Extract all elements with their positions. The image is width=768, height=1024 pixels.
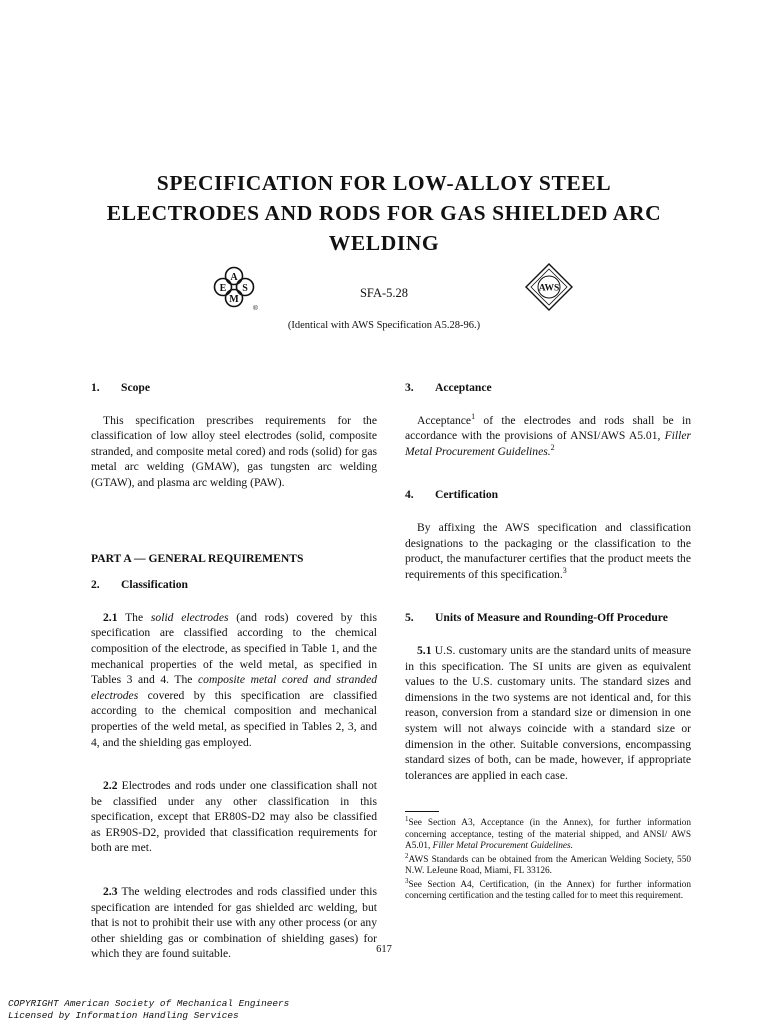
copyright-line: Licensed by Information Handling Services [8, 1010, 239, 1021]
paragraph-text: Acceptance [417, 413, 472, 427]
footnote [405, 815, 691, 853]
footnote-divider [405, 811, 439, 812]
footnote-emphasis: Filler Metal Procurement Guidelines. [432, 841, 573, 852]
section-title: Scope [121, 381, 150, 394]
section-number: 1. [91, 381, 100, 394]
right-column [405, 380, 691, 905]
section-heading [405, 610, 691, 626]
scope-paragraph: This specification prescribes requirements for the classification of low alloy steel electrodes (solid, composite stranded, and composite metal cored) and rods (solid) for gas metal arc welding (GMAW), gas tungsten arc welding (GTAW), and plasma arc welding (PAW). [91, 413, 377, 489]
asme-letter: M [229, 294, 239, 305]
section-number: 2. [91, 578, 100, 592]
paragraph-emphasis: composite metal cored and stranded electrodes [91, 673, 378, 702]
footnote-text: See Section A3, Acceptance (in the Annex), for further information concerning acceptance, testing of the material shipped, and ANSI/ AWS A5.01, [405, 818, 691, 852]
paragraph-2-2 [91, 778, 377, 856]
certification-paragraph [405, 520, 691, 582]
aws-logo-icon [524, 262, 574, 312]
copyright-line: COPYRIGHT American Society of Mechanical Engineers [8, 998, 290, 1009]
paragraph-text: By affixing the AWS specification and classification designations to the packaging or the classification to the product, the manufacturer certifies that the product meets the requirements of this specification. [405, 520, 691, 581]
paragraph-emphasis: solid electrodes [150, 610, 229, 624]
paragraph-text: Electrodes and rods under one classification shall not be classified under any other classification in this specification, except that ER80S-D2 may also be classified as ER90S-D2, provided that classification requirements for both are met. [91, 779, 377, 855]
spec-id: SFA-5.28 [359, 286, 409, 300]
section-title: Units of Measure and Rounding-Off Procedure [435, 611, 668, 625]
acceptance-paragraph [405, 413, 691, 460]
paragraph-2-1 [91, 610, 377, 750]
copyright-notice [8, 998, 289, 1022]
paragraph-number: 2.1 [103, 610, 118, 624]
footnote-number: 2 [405, 851, 409, 860]
footnote [405, 876, 691, 903]
section-heading [91, 380, 377, 396]
asme-letter: S [242, 283, 248, 294]
paragraph-text: of the electrodes and rods shall be in accordance with the provisions of ANSI/AWS A5.01, [405, 413, 691, 443]
paragraph-text: The [125, 610, 151, 624]
left-column [91, 380, 377, 962]
title-line: SPECIFICATION FOR LOW-ALLOY STEEL [156, 171, 612, 195]
section-title: Acceptance [435, 381, 492, 394]
section-heading [405, 487, 691, 503]
paragraph-5-1 [405, 643, 691, 783]
footnote-text: See Section A4, Certification, (in the Annex) for further information concerning certification and the testing called for to meet this requirement. [405, 879, 691, 902]
section-title: Classification [121, 578, 188, 592]
footnote-number: 3 [405, 876, 409, 885]
part-heading: PART A — GENERAL REQUIREMENTS [91, 551, 304, 565]
footnote-ref: 1 [471, 411, 476, 421]
paragraph-2-3 [91, 884, 377, 962]
section-number: 5. [405, 611, 414, 625]
aws-logo-text: AWS [538, 283, 560, 294]
asme-letter: A [230, 272, 238, 283]
paragraph-text: covered by this specification are classified according to the chemical composition and mechanical properties of the weld metal, as specified in Tables 2, 3, and 4, and the shielding gas employed. [91, 688, 377, 749]
asme-logo-icon [207, 266, 261, 312]
title-line: WELDING [328, 231, 440, 255]
section-title: Certification [435, 488, 499, 502]
paragraph-number: 2.2 [103, 779, 118, 793]
section-heading [405, 380, 691, 396]
registered-mark: ® [253, 305, 258, 312]
document-title [60, 168, 708, 258]
footnote-number: 1 [405, 815, 409, 824]
footnote-ref: 2 [550, 442, 555, 452]
footnote [405, 851, 691, 878]
page-number: 617 [376, 944, 392, 955]
footnote-ref: 3 [562, 565, 567, 575]
identical-note: (Identical with AWS Specification A5.28-96.) [287, 320, 481, 331]
footnote-text: AWS Standards can be obtained from the American Welding Society, 550 N.W. LeJeune Road, Miami, FL 33126. [405, 854, 691, 877]
paragraph-number: 5.1 [417, 643, 432, 657]
section-number: 3. [405, 381, 414, 394]
paragraph-emphasis: Filler Metal Procurement Guidelines. [405, 429, 691, 458]
paragraph-text: (and rods) covered by this specification are classified according to the chemical composition of the electrode, as specified in Table 1, and the mechanical properties of the weld metal, as specified in Tables 3 and 4. The [91, 610, 377, 687]
paragraph-number: 2.3 [103, 885, 118, 899]
title-line: ELECTRODES AND RODS FOR GAS SHIELDED ARC [106, 201, 662, 225]
paragraph-text: U.S. customary units are the standard units of measure in this specification. The SI units are given as equivalent values to the U.S. customary units. The standard sizes and dimensions in the two systems are not identical and, for this reason, conversion from a standard size or dimension in one system will not always coincide with a standard size or dimension in the other. Suitable conversions, encompassing standard sizes of both, can be made, however, if appropriate tolerances are applied in each case. [405, 643, 691, 782]
asme-letter: E [219, 283, 227, 294]
paragraph-text: The welding electrodes and rods classified under this specification are intended for gas shielded arc welding, but that is not to prohibit their use with any other process (or any other shielding gas or combination of shielding gases) for which they are found suitable. [91, 885, 377, 961]
section-heading [91, 577, 377, 593]
section-number: 4. [405, 488, 414, 502]
